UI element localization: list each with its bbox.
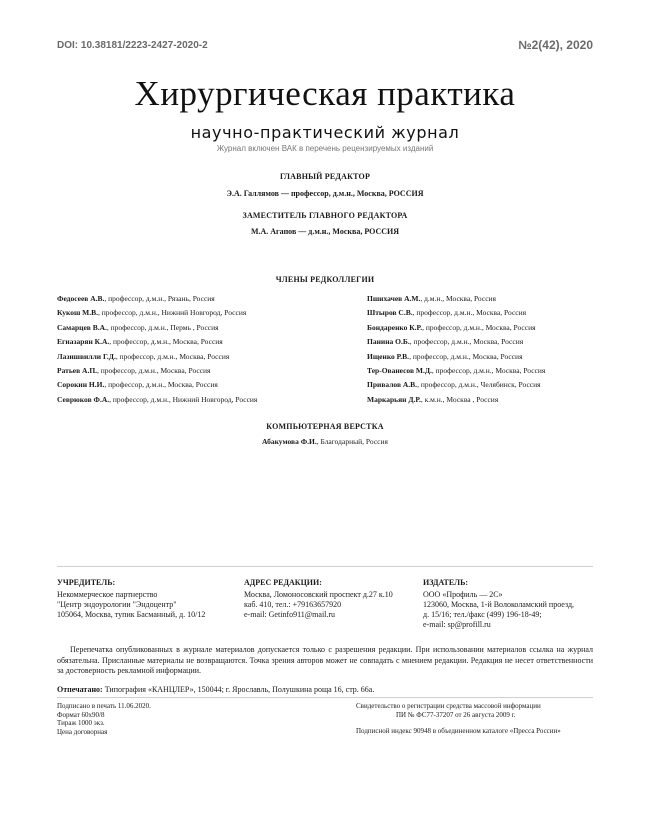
print-details: Подписано в печать 11.06.2020. Формат 60х90/8 Тираж 1000 экз. Цена договорная: [57, 702, 151, 736]
board-member: Тер-Ованесов М.Д., профессор, д.м.н., Москва, Россия: [367, 365, 546, 375]
board-left-column: [57, 294, 257, 409]
board-member: Маркарьян Д.Р., к.м.н., Москва , Россия: [367, 394, 499, 404]
publisher-text: ООО «Профиль — 2С» 123060, Москва, 1-й Волоколамский проезд, д. 15/16; тел./факс (499) 196-18-49; e-mail: sp@profill.ru: [423, 590, 575, 629]
printed-by: Отпечатано: Типография «КАНЦЛЕР», 150044; г. Ярославль, Полушкина роща 16, стр. 66а.: [57, 685, 375, 694]
board-member: Лазишвилли Г.Д., профессор, д.м.н., Москва, Россия: [57, 351, 230, 361]
vak-note: Журнал включен ВАК в перечень рецензируемых изданий: [216, 144, 434, 153]
board-member: Привалов А.В., профессор, д.м.н., Челябинск, Россия: [367, 380, 541, 390]
board-member: Сорокин Н.И., профессор, д.м.н., Москва, Россия: [57, 380, 218, 390]
board-member: Ищенко Р.В., профессор, д.м.н., Москва, Россия: [367, 351, 523, 361]
journal-title: Хирургическая практика: [134, 74, 516, 113]
issue-number: №2(42), 2020: [518, 38, 593, 52]
board-right-column: [367, 294, 545, 409]
deputy-text: М.А. Агапов — д.м.н., Москва, РОССИЯ: [250, 227, 400, 236]
doi-label: DOI: 10.38181/2223-2427-2020-2: [57, 40, 208, 51]
layout-editor-text: Абакумова Ф.И., Благодарный, Россия: [262, 437, 388, 446]
deputy-heading: ЗАМЕСТИТЕЛЬ ГЛАВНОГО РЕДАКТОРА: [242, 211, 408, 220]
founder-heading: УЧРЕДИТЕЛЬ:: [57, 578, 116, 587]
editor-text: Э.А. Галлямов — профессор, д.м.н., Москва, РОССИЯ: [226, 189, 424, 198]
board-member: Кукош М.В., профессор, д.м.н., Нижний Новгород, Россия: [57, 308, 247, 318]
reprint-notice: Перепечатка опубликованных в журнале материалов допускается только с разрешения редакции. При использовании материалов ссылка на журнал обязательна. Присланные материалы не возвращаются. Точка зрения авторов может не совпадать с мнением редакции. Редакция не несет ответственности за достоверность рекламной информации.: [57, 645, 593, 675]
board-heading: ЧЛЕНЫ РЕДКОЛЛЕГИИ: [275, 275, 375, 284]
registration-details: Свидетельство о регистрации средства массовой информации ПИ № ФС77-37207 от 26 августа 2009 г. Подписной индекс 90948 в объединенном каталоге «Пресса России»: [356, 702, 561, 735]
editor-heading: ГЛАВНЫЙ РЕДАКТОР: [279, 172, 371, 181]
journal-subtitle: научно-практический журнал: [190, 123, 460, 142]
board-member: Панина О.Б., профессор, д.м.н., Москва, Россия: [367, 337, 524, 347]
board-member: Штыров С.В., профессор, д.м.н., Москва, Россия: [367, 308, 527, 318]
board-member: Бондаренко К.Р., профессор, д.м.н., Москва, Россия: [367, 322, 536, 332]
board-member: Пшихачев А.М., д.м.н., Москва, Россия: [367, 294, 496, 303]
board-member: Севрюков Ф.А., профессор, д.м.н., Нижний Новгород, Россия: [57, 394, 258, 404]
divider: [57, 566, 593, 567]
board-member: Федосеев А.В., профессор, д.м.н., Рязань, Россия: [57, 294, 215, 303]
board-member: Егиазарян К.А., профессор, д.м.н., Москва, Россия: [57, 337, 223, 347]
publisher-heading: ИЗДАТЕЛЬ:: [423, 578, 469, 587]
address-heading: АДРЕС РЕДАКЦИИ:: [244, 578, 322, 587]
layout-heading: КОМПЬЮТЕРНАЯ ВЕРСТКА: [266, 422, 384, 431]
board-member: Самарцев В.А., профессор, д.м.н., Пермь , Россия: [57, 322, 219, 332]
founder-text: Некоммерческое партнерство "Центр эндоурологии "Эндоцентр" 105064, Москва, тупик Басманный, д. 10/12: [57, 590, 206, 619]
divider: [57, 697, 593, 698]
board-member: Ратьев А.П., профессор, д.м.н., Москва, Россия: [57, 365, 211, 375]
address-text: Москва, Ломоносовский проспект д.27 к.10 каб. 410, тел.: +79163657920 e-mail: Getinfo911@mail.ru: [244, 590, 393, 619]
